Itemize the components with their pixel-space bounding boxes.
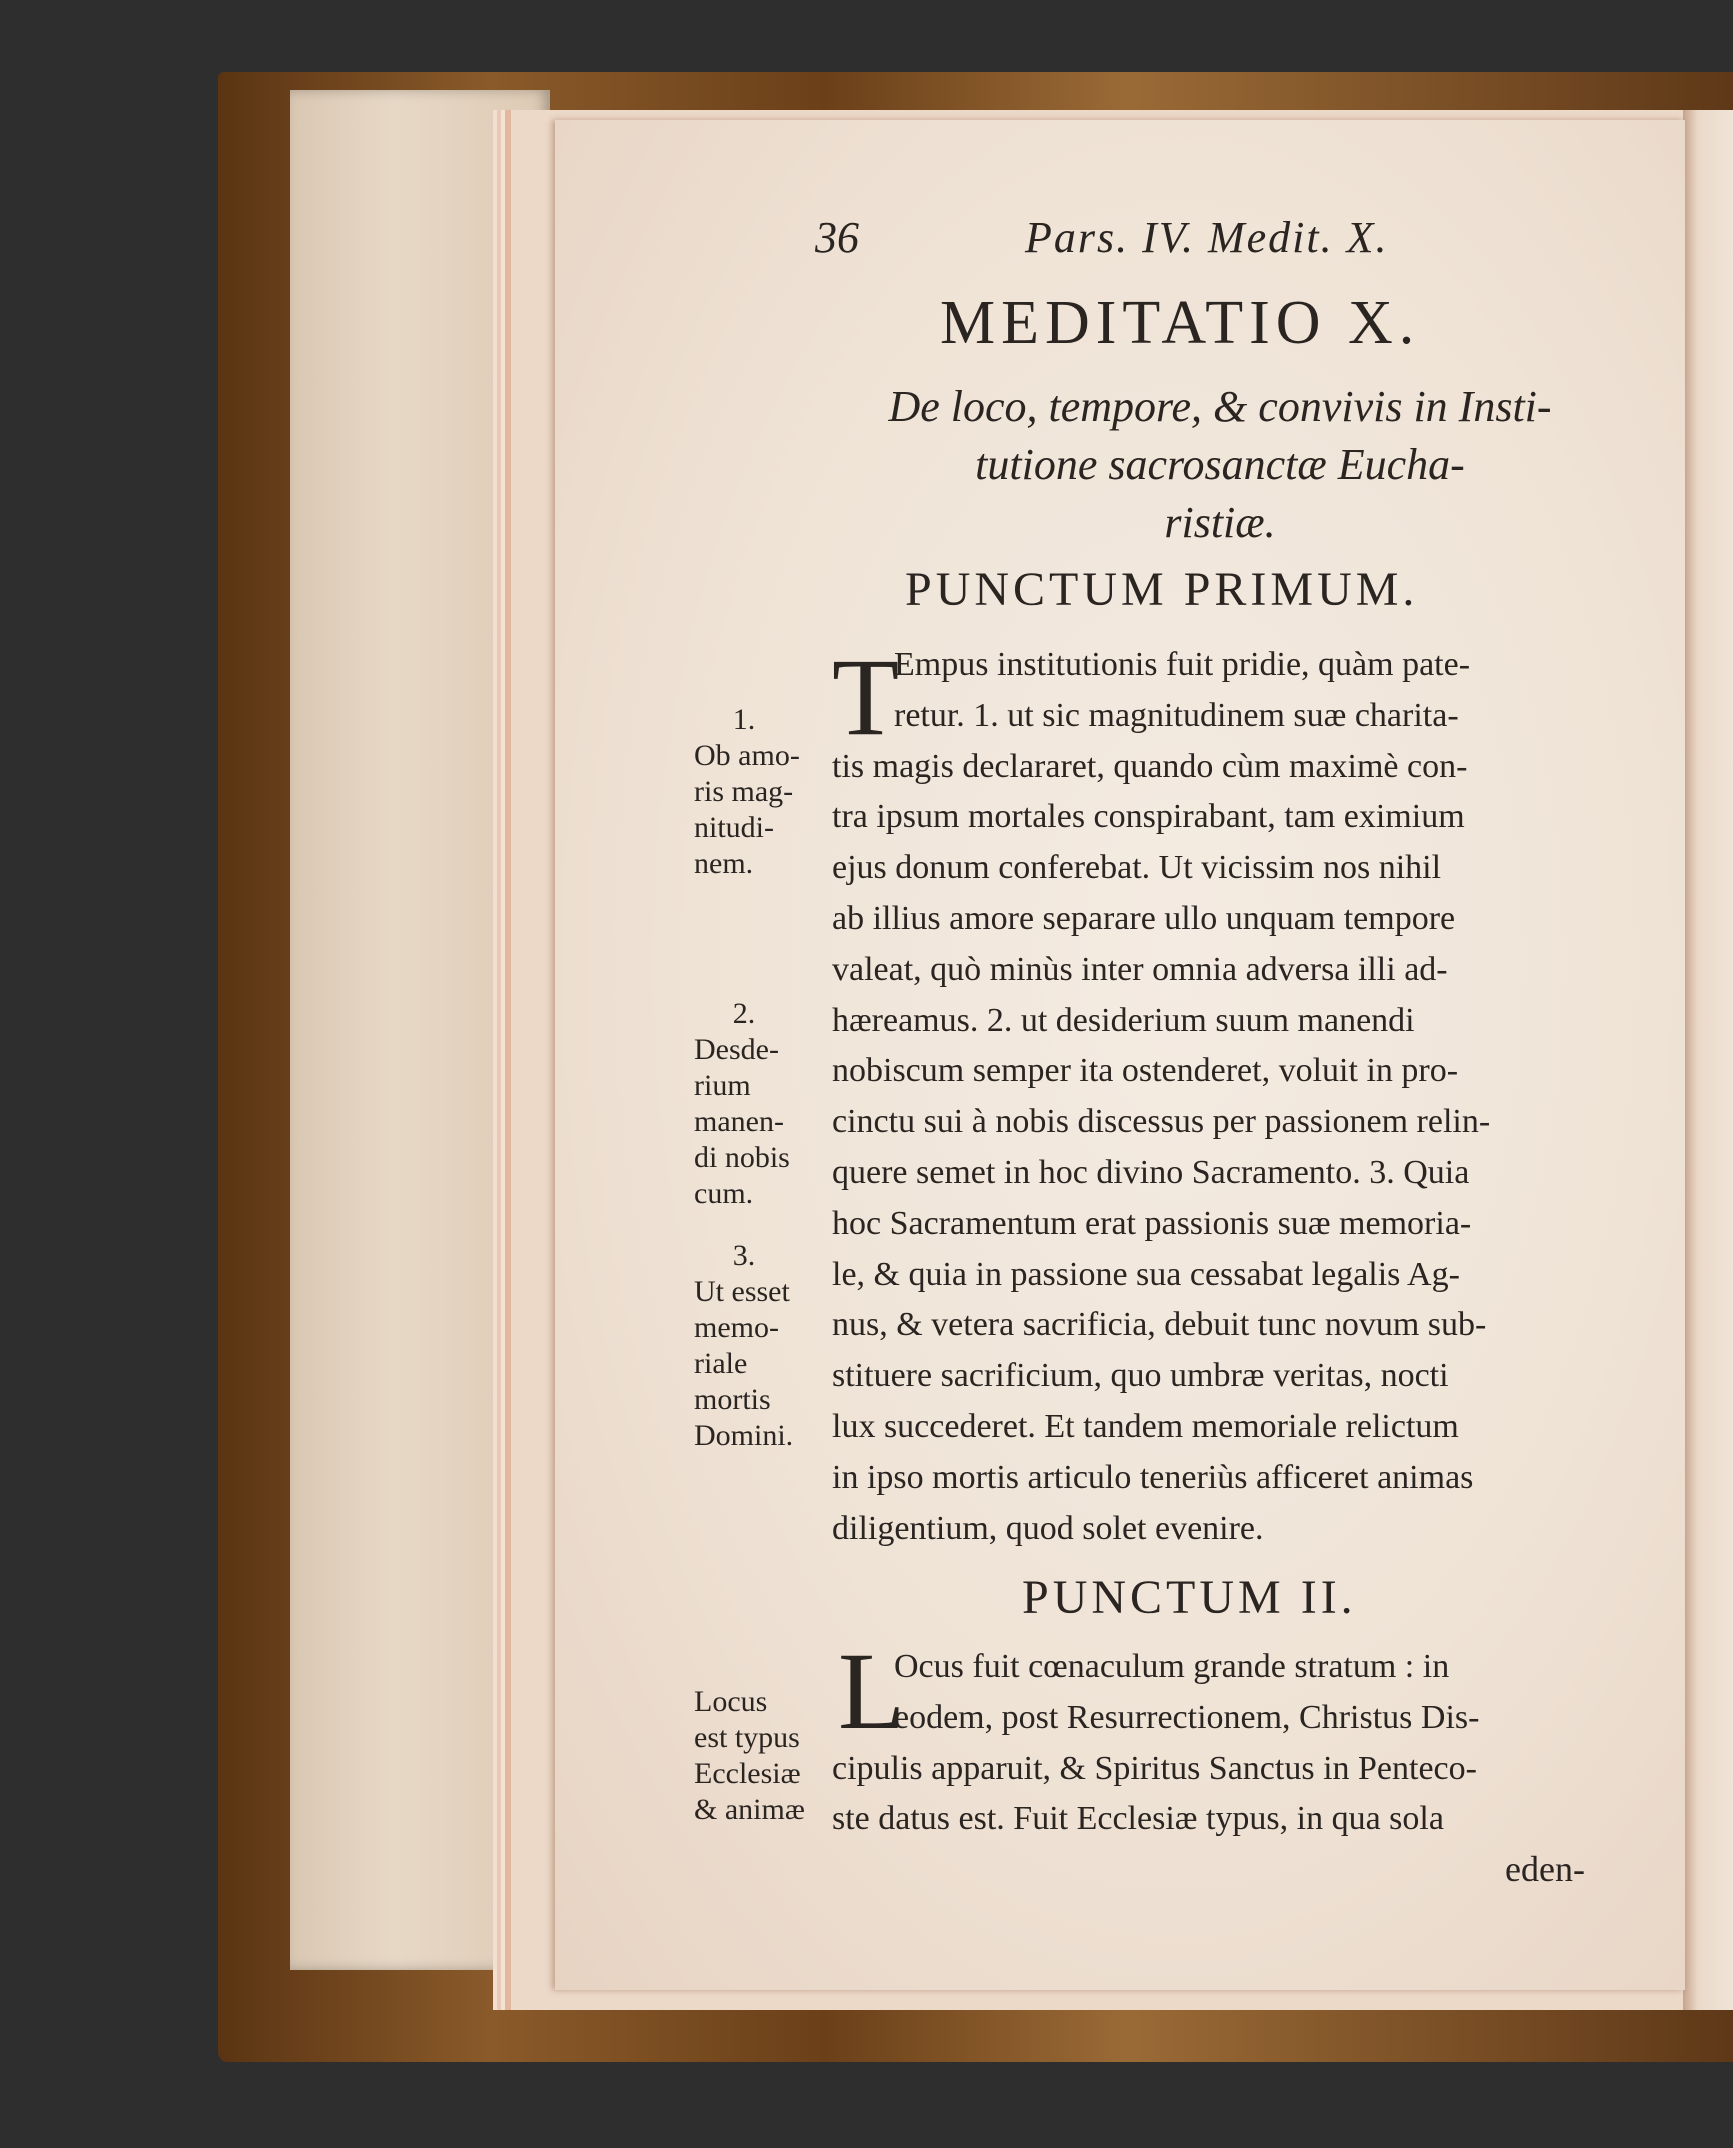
marginal-line: rium: [694, 1069, 751, 1102]
text-line: le, & quia in passione sua cessabat legalis Ag-: [832, 1255, 1460, 1293]
marginal-line: di nobis: [694, 1141, 790, 1174]
page-number: 36: [815, 213, 859, 262]
text-line: hæreamus. 2. ut desiderium suum manendi: [832, 1001, 1415, 1039]
marginal-line: & animæ: [694, 1793, 805, 1826]
marginal-line: est typus: [694, 1721, 800, 1754]
marginal-number: 3.: [732, 1239, 756, 1272]
punctum-primum-heading: PUNCTUM PRIMUM.: [905, 563, 1419, 616]
marginal-number: 1.: [732, 703, 756, 736]
text-line: tis magis declararet, quando cùm maximè con-: [832, 747, 1468, 785]
marginal-note: [694, 996, 824, 1212]
marginal-line: Domini.: [694, 1419, 794, 1452]
marginal-line: riale: [694, 1347, 748, 1380]
subtitle-line: ristiæ.: [1164, 498, 1276, 547]
marginal-line: nitudi-: [694, 811, 774, 844]
text-line: tra ipsum mortales conspirabant, tam eximium: [832, 798, 1465, 836]
marginal-note: [694, 1238, 824, 1454]
drop-cap: L: [838, 1630, 906, 1752]
subtitle-line: De loco, tempore, & convivis in Insti-: [888, 382, 1552, 431]
text-line: in ipso mortis articulo teneriùs afficeret animas: [832, 1458, 1474, 1496]
text-line: ejus donum conferebat. Ut vicissim nos nihil: [832, 849, 1442, 887]
meditation-heading: MEDITATIO X.: [940, 289, 1421, 357]
marginal-line: nem.: [694, 847, 754, 880]
marginal-note: [694, 702, 824, 882]
text-line: eodem, post Resurrectionem, Christus Dis-: [894, 1698, 1480, 1736]
facing-page-edge: [1683, 110, 1733, 2010]
punctum-ii-text: [832, 1642, 1612, 1845]
punctum-ii-heading: PUNCTUM II.: [1022, 1571, 1357, 1624]
marginal-line: mortis: [694, 1383, 771, 1416]
punctum-primum-text: [832, 636, 1612, 1554]
text-line: cipulis apparuit, & Spiritus Sanctus in Penteco-: [832, 1749, 1477, 1787]
text-line: lux succederet. Et tandem memoriale relictum: [832, 1407, 1459, 1445]
text-line: retur. 1. ut sic magnitudinem suæ charita-: [894, 696, 1459, 734]
marginal-line: ris mag-: [694, 775, 794, 808]
text-line: quere semet in hoc divino Sacramento. 3. Quia: [832, 1153, 1470, 1191]
text-line: valeat, quò minùs inter omnia adversa illi ad-: [832, 950, 1448, 988]
marginal-number: 2.: [732, 997, 756, 1030]
running-head: [815, 212, 1515, 272]
marginal-line: cum.: [694, 1177, 754, 1210]
marginal-line: Locus: [694, 1685, 768, 1718]
text-line: ab illius amore separare ullo unquam tempore: [832, 899, 1456, 937]
text-line: cinctu sui à nobis discessus per passionem relin-: [832, 1103, 1491, 1141]
marginal-line: Ob amo-: [694, 739, 800, 772]
catchword: eden-: [1505, 1849, 1585, 1889]
text-line: Ocus fuit cœnaculum grande stratum : in: [894, 1648, 1450, 1685]
text-line: nus, & vetera sacrificia, debuit tunc novum sub-: [832, 1306, 1487, 1344]
text-line: nobiscum semper ita ostenderet, voluit in pro-: [832, 1052, 1459, 1090]
marginal-line: Ut esset: [694, 1275, 790, 1308]
text-line: diligentium, quod solet evenire.: [832, 1509, 1264, 1547]
drop-cap: T: [832, 636, 900, 758]
subtitle-line: tutione sacrosanctæ Eucha-: [975, 440, 1465, 489]
text-line: hoc Sacramentum erat passionis suæ memoria-: [832, 1204, 1472, 1242]
marginal-note: [694, 1684, 824, 1828]
text-line: ste datus est. Fuit Ecclesiæ typus, in qua sola: [832, 1800, 1444, 1838]
marginal-line: memo-: [694, 1311, 779, 1344]
text-line: Empus institutionis fuit pridie, quàm pate-: [894, 646, 1471, 683]
marginal-line: Ecclesiæ: [694, 1757, 801, 1790]
running-title: Pars. IV. Medit. X.: [1025, 213, 1389, 262]
text-line: stituere sacrificium, quo umbræ veritas, nocti: [832, 1357, 1449, 1395]
meditation-subtitle: [830, 378, 1610, 552]
marginal-line: manen-: [694, 1105, 784, 1138]
marginal-line: Desde-: [694, 1033, 779, 1066]
